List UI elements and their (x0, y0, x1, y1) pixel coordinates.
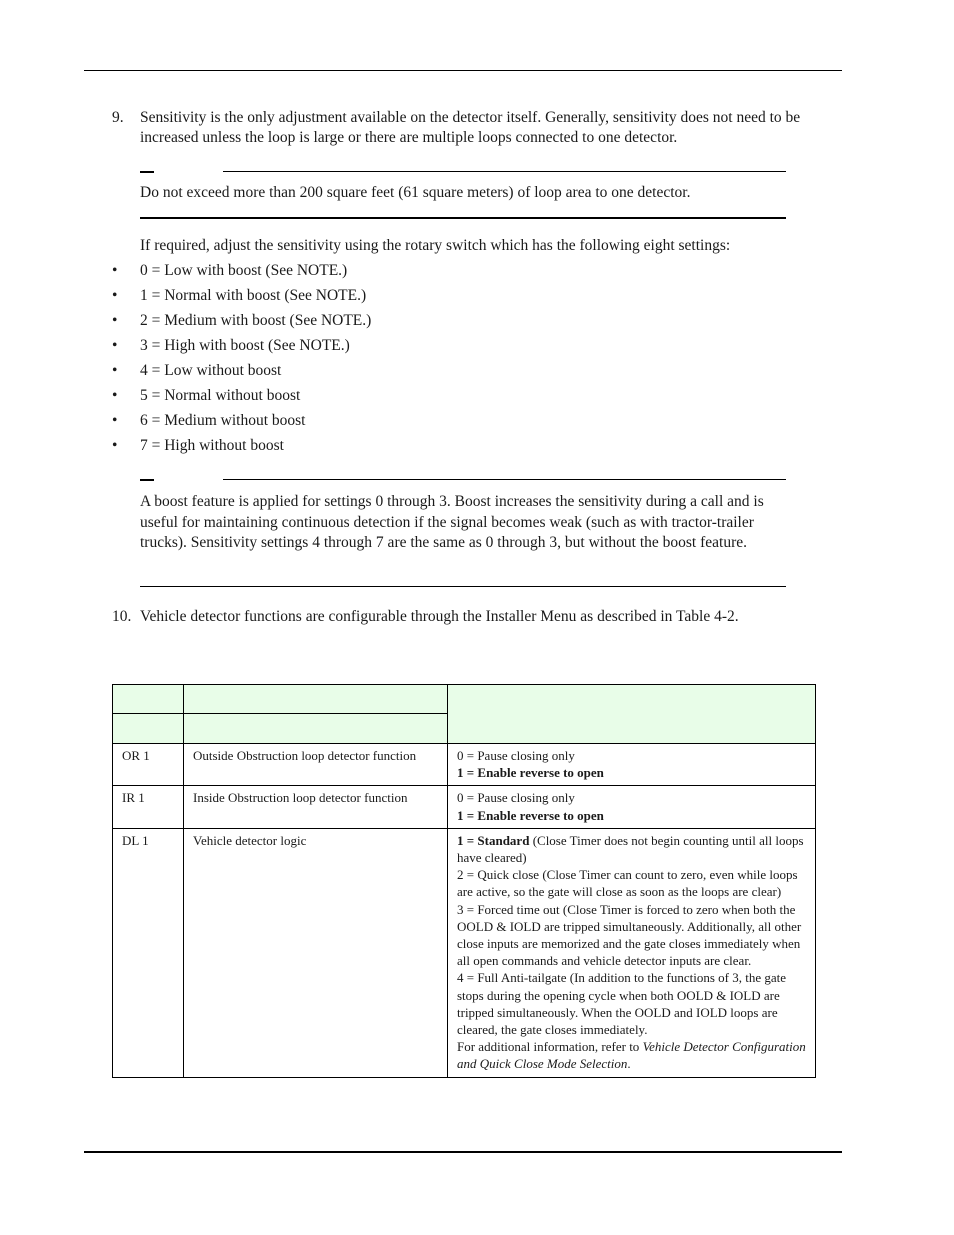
setting-label: 5 = Normal without boost (140, 387, 301, 404)
setting-label: 4 = Low without boost (140, 362, 282, 379)
bullet-icon: • (112, 362, 118, 379)
header-cell (113, 685, 184, 714)
setting-label: 6 = Medium without boost (140, 412, 306, 429)
note-top-rule (223, 171, 786, 172)
bullet-icon: • (112, 287, 118, 304)
option-line: 1 = Standard (Close Timer does not begin counting until all loops have cleared) (457, 832, 804, 866)
note-bottom-rule (140, 586, 786, 587)
option-line: 0 = Pause closing only (457, 748, 575, 763)
detector-config-table (112, 684, 816, 1078)
note-top-rule (223, 479, 786, 480)
bullet-icon: • (112, 312, 118, 329)
setting-label: 1 = Normal with boost (See NOTE.) (140, 287, 367, 304)
option-line: 0 = Pause closing only (457, 790, 575, 806)
option-line: 1 = Enable reverse to open (457, 807, 604, 823)
header-rule (84, 70, 842, 71)
header-cell (184, 685, 448, 714)
header-cell (184, 714, 448, 744)
bullet-icon: • (112, 437, 118, 454)
code-cell: IR 1 (113, 786, 184, 828)
bullet-icon: • (112, 412, 118, 429)
step-text: Sensitivity is the only adjustment available on the detector itself. Generally, sensitivity does not need to be increased unless the loop is large or there are multiple loops connected to one detector. (140, 109, 801, 146)
function-cell: Vehicle detector logic (184, 828, 448, 1077)
reference-link: Vehicle Detector Configuration and Quick Close Mode Selection (457, 1039, 806, 1072)
header-cell (448, 685, 816, 744)
function-cell: Outside Obstruction loop detector function (184, 744, 448, 786)
table-row (113, 744, 816, 786)
step-number: 9. (112, 109, 124, 126)
setting-label: 3 = High with boost (See NOTE.) (140, 337, 350, 354)
table-row (113, 786, 816, 828)
step-number: 10. (112, 608, 132, 625)
adjust-paragraph: If required, adjust the sensitivity using the rotary switch which has the following eight settings: (140, 237, 731, 254)
note-bottom-rule (140, 217, 786, 219)
note-text: Do not exceed more than 200 square feet (61 square meters) of loop area to one detector. (140, 184, 691, 201)
setting-label: 7 = High without boost (140, 437, 284, 454)
header-cell (113, 714, 184, 744)
step-text: Vehicle detector functions are configurable through the Installer Menu as described in Table 4-2. (140, 608, 739, 625)
options-cell (448, 828, 816, 1077)
table-header-row (113, 685, 816, 714)
bullet-icon: • (112, 387, 118, 404)
table-row (113, 828, 816, 1077)
setting-label: 0 = Low with boost (See NOTE.) (140, 262, 348, 279)
bullet-icon: • (112, 337, 118, 354)
options-cell (448, 744, 816, 786)
option-line: 4 = Full Anti-tailgate (In addition to the functions of 3, the gate stops during the opening cycle when both OOLD & IOLD are tripped simultaneously. When the OOLD and IOLD loops are cleared, the gate closes immediately. (457, 970, 787, 1038)
note-boost-feature (140, 479, 786, 589)
option-line: 1 = Enable reverse to open (457, 765, 604, 781)
code-cell: DL 1 (113, 828, 184, 1077)
note-marker (140, 171, 154, 173)
option-line: 3 = Forced time out (Close Timer is forced to zero when both the OOLD & IOLD are tripped simultaneously. Additionally, all other close inputs are memorized and the gate closes immediately when all open commands and vehicle detector inputs are clear. (457, 901, 802, 969)
function-cell: Inside Obstruction loop detector function (184, 786, 448, 828)
setting-label: 2 = Medium with boost (See NOTE.) (140, 312, 372, 329)
note-marker (140, 479, 154, 481)
option-line: 2 = Quick close (Close Timer can count to zero, even while loops are active, so the gate will close as soon as the loops are clear) (457, 867, 798, 900)
note-text: A boost feature is applied for settings 0 through 3. Boost increases the sensitivity during a call and is useful for maintaining continuous detection if the signal becomes weak (such as with tractor-trailer trucks). Sensitivity settings 4 through 7 are the same as 0 through 3, but without the boost feature. (140, 493, 764, 551)
bullet-icon: • (112, 262, 118, 279)
note-loop-area (140, 171, 786, 219)
footer-rule (84, 1151, 842, 1153)
options-cell (448, 786, 816, 828)
reference-line: For additional information, refer to Vehicle Detector Configuration and Quick Close Mode Selection. (457, 1039, 806, 1072)
code-cell: OR 1 (113, 744, 184, 786)
